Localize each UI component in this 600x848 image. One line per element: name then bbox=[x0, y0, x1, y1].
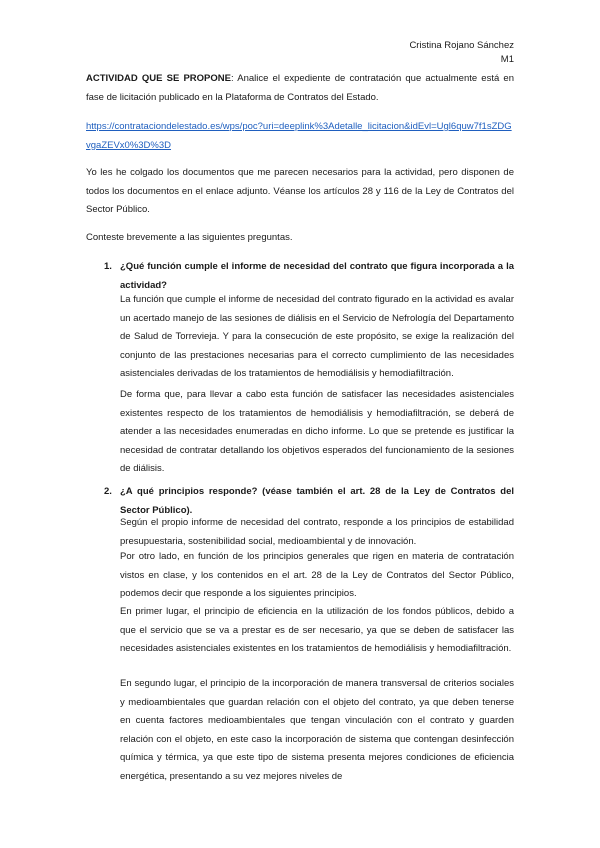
question-1 bbox=[86, 258, 514, 295]
activity-paragraph bbox=[86, 70, 514, 107]
question-number: 1. bbox=[104, 261, 112, 272]
answer-2-paragraph-3: En primer lugar, el principio de eficiencia en la utilización de los fondos públicos, debido a que el servicio que se va a prestar es de ser necesario, ya que se deben de satisfacer las necesidades asistenciales existentes en los tratamientos de hemodiálisis y hemodiafiltración. bbox=[120, 606, 514, 654]
group-code: M1 bbox=[500, 54, 514, 65]
activity-label: ACTIVIDAD QUE SE PROPONE bbox=[86, 73, 231, 84]
answer-2-paragraph-2: Por otro lado, en función de los principios generales que rigen en materia de contratación vistos en clase, y los contenidos en el art. 28 de la Ley de Contratos del Sector Público, podemos decir que responde a los siguientes principios. bbox=[120, 551, 514, 599]
activity-link-block bbox=[86, 118, 514, 155]
instruction-paragraph: Conteste brevemente a las siguientes preguntas. bbox=[86, 232, 293, 243]
activity-link[interactable]: https://contrataciondelestado.es/wps/poc?uri=deeplink%3Adetalle_licitacion&idEvl=Ugl6quw7f1sZDGvgaZEVx0%3D%3D bbox=[86, 121, 512, 151]
answer-1-paragraph-2: De forma que, para llevar a cabo esta función de satisfacer las necesidades asistenciales existentes respecto de los tratamientos de hemodiálisis y hemodiafiltración, se deberá de atender a las necesidades enumeradas en dicho informe. Lo que se pretende es justificar la necesidad de contratar detallando los objetivos esperados del funcionamiento de la sesiones de diálisis. bbox=[120, 389, 514, 474]
answer-1-paragraph-1: La función que cumple el informe de necesidad del contrato figurado en la actividad es avalar un acertado manejo de las sesiones de diálisis en el Servicio de Nefrología del Departamento de Salud de Torrevieja. Y para la consecución de este propósito, se exige la realización del conjunto de las prestaciones necesarias para el correcto cumplimiento de las necesidades asistenciales derivadas de los tratamientos de hemodiálisis y hemodiafiltración. bbox=[120, 294, 514, 379]
answer-2-paragraph-4: En segundo lugar, el principio de la incorporación de manera transversal de criterios sociales y medioambientales que guardan relación con el objeto del contrato, ya que deben tenerse en cuenta factores medioambientales que tengan vinculación con el contrato y guarden relación con el objeto, en este caso la incorporación de sistema que contengan desinfección química y térmica, ya que este tipo de sistema presenta mejores condiciones de eficiencia energética, presentando a su vez mejores niveles de bbox=[120, 678, 514, 782]
question-text: ¿Qué función cumple el informe de necesidad del contrato que figura incorporada a la actividad? bbox=[120, 261, 514, 291]
question-number: 2. bbox=[104, 486, 112, 497]
intro-paragraph: Yo les he colgado los documentos que me parecen necesarios para la actividad, pero disponen de todos los documentos en el enlace adjunto. Véanse los artículos 28 y 116 de la Ley de Contratos del Sector Público. bbox=[86, 167, 514, 215]
question-text: ¿A qué principios responde? (véase también el art. 28 de la Ley de Contratos del Sector Público). bbox=[120, 486, 514, 516]
author-name: Cristina Rojano Sánchez bbox=[409, 40, 514, 51]
answer-2-paragraph-1: Según el propio informe de necesidad del contrato, responde a los principios de estabilidad presupuestaria, sostenibilidad social, medioambiental y de innovación. bbox=[120, 517, 514, 547]
activity-text: : Analice el expediente de contratación que actualmente está en fase de licitación publicado en la Plataforma de Contratos del Estado. bbox=[86, 73, 514, 103]
